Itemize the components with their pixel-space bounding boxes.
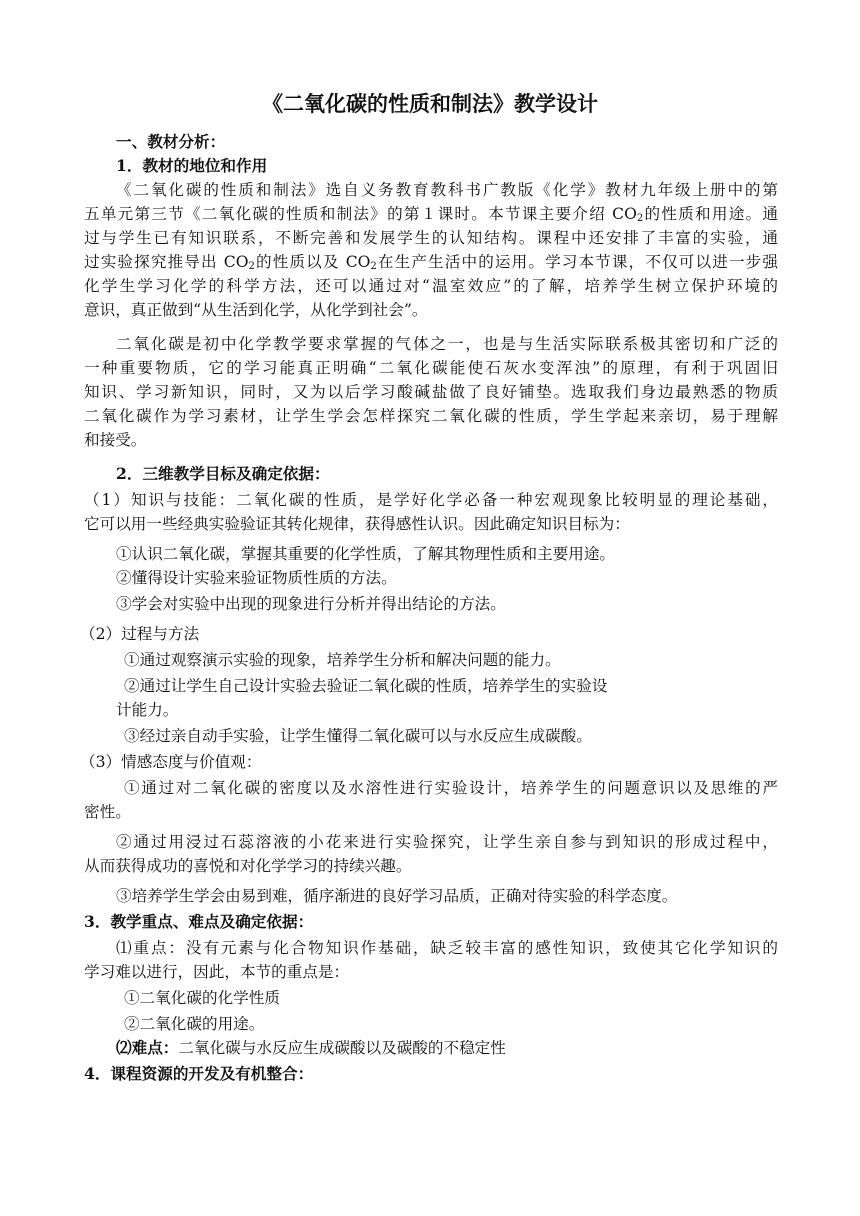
subheading-goals: 2．三维教学目标及确定依据：: [116, 464, 330, 483]
paragraph-line: 和接受。: [84, 431, 147, 449]
page-title: 《二氧化碳的性质和制法》教学设计: [262, 92, 598, 116]
section-subheading: （3）情感态度与价值观：: [80, 753, 262, 771]
subheading-position: 1．教材的地位和作用: [116, 156, 268, 175]
section-subheading: （2）过程与方法: [80, 625, 200, 643]
paragraph-line: 知识、学习新知识，同时，又为以后学习酸碱盐做了良好铺垫。选取我们身边最熟悉的物质: [84, 383, 778, 401]
paragraph-line: 《二氧化碳的性质和制法》选自义务教育教科书广教版《化学》教材九年级上册中的第: [116, 181, 778, 199]
paragraph-line: 过实验探究推导出 $CO_2$的性质以及 $CO_2$在生产生活中的运用。学习本节课，不仅可以进一步强: [84, 253, 778, 272]
paragraph-line: ⑵难点：二氧化碳与水反应生成碳酸以及碳酸的不稳定性: [116, 1038, 506, 1057]
list-item: ③经过亲自动手实验，让学生懂得二氧化碳可以与水反应生成碳酸。: [124, 727, 592, 745]
subheading-key-points: 3．教学重点、难点及确定依据：: [84, 912, 314, 931]
list-item: ②通过用浸过石蕊溶液的小花来进行实验探究，让学生亲自参与到知识的形成过程中，: [116, 833, 778, 851]
list-item: ③学会对实验中出现的现象进行分析并得出结论的方法。: [116, 595, 506, 613]
list-item: ②二氧化碳的用途。: [124, 1015, 265, 1033]
list-item: ②懂得设计实验来验证物质性质的方法。: [116, 569, 397, 587]
subheading-resources: 4．课程资源的开发及有机整合：: [84, 1064, 314, 1083]
paragraph-line: 五单元第三节《二氧化碳的性质和制法》的第１课时。本节课主要介绍 $CO_2$的性质和用途。通: [84, 205, 778, 224]
paragraph-line: 它可以用一些经典实验验证其转化规律，获得感性认识。因此确定知识目标为：: [84, 515, 630, 533]
paragraph-line: 二氧化碳是初中化学教学要求掌握的气体之一，也是与生活实际联系极其密切和广泛的: [116, 335, 778, 353]
section-heading-analysis: 一、教材分析：: [116, 132, 226, 151]
paragraph-line: 二氧化碳作为学习素材，让学生学会怎样探究二氧化碳的性质，学生学起来亲切，易于理解: [84, 407, 778, 425]
paragraph-line: ⑴重点：没有元素与化合物知识作基础，缺乏较丰富的感性知识，致使其它化学知识的: [116, 939, 778, 957]
list-item: 计能力。: [116, 701, 179, 719]
difficulty-label: ⑵难点：: [116, 1038, 179, 1057]
paragraph-line: 一种重要物质，它的学习能真正明确“二氧化碳能使石灰水变浑浊”的原理，有利于巩固旧: [84, 359, 778, 377]
paragraph-line: 化学生学习化学的科学方法，还可以通过对“温室效应”的了解，培养学生树立保护环境的: [84, 277, 778, 295]
paragraph-line: 意识，真正做到“从生活到化学，从化学到社会”。: [84, 301, 428, 319]
list-item: ③培养学生学会由易到难，循序渐进的良好学习品质，正确对待实验的科学态度。: [116, 887, 678, 905]
list-item: ①通过对二氧化碳的密度以及水溶性进行实验设计，培养学生的问题意识以及思维的严: [124, 779, 778, 797]
paragraph-line: （1）知识与技能：二氧化碳的性质，是学好化学必备一种宏观现象比较明显的理论基础，: [84, 491, 778, 509]
list-item: ①二氧化碳的化学性质: [124, 989, 280, 1007]
list-item: ②通过让学生自己设计实验去验证二氧化碳的性质，培养学生的实验设: [124, 677, 608, 695]
list-item: ①认识二氧化碳，掌握其重要的化学性质，了解其物理性质和主要用途。: [116, 545, 616, 563]
list-item: ①通过观察演示实验的现象，培养学生分析和解决问题的能力。: [124, 651, 561, 669]
paragraph-line: 学习难以进行，因此，本节的重点是：: [84, 963, 350, 981]
paragraph-line: 过与学生已有知识联系，不断完善和发展学生的认知结构。课程中还安排了丰富的实验，通: [84, 229, 778, 247]
list-item: 密性。: [84, 803, 131, 821]
list-item: 从而获得成功的喜悦和对化学学习的持续兴趣。: [84, 857, 412, 875]
